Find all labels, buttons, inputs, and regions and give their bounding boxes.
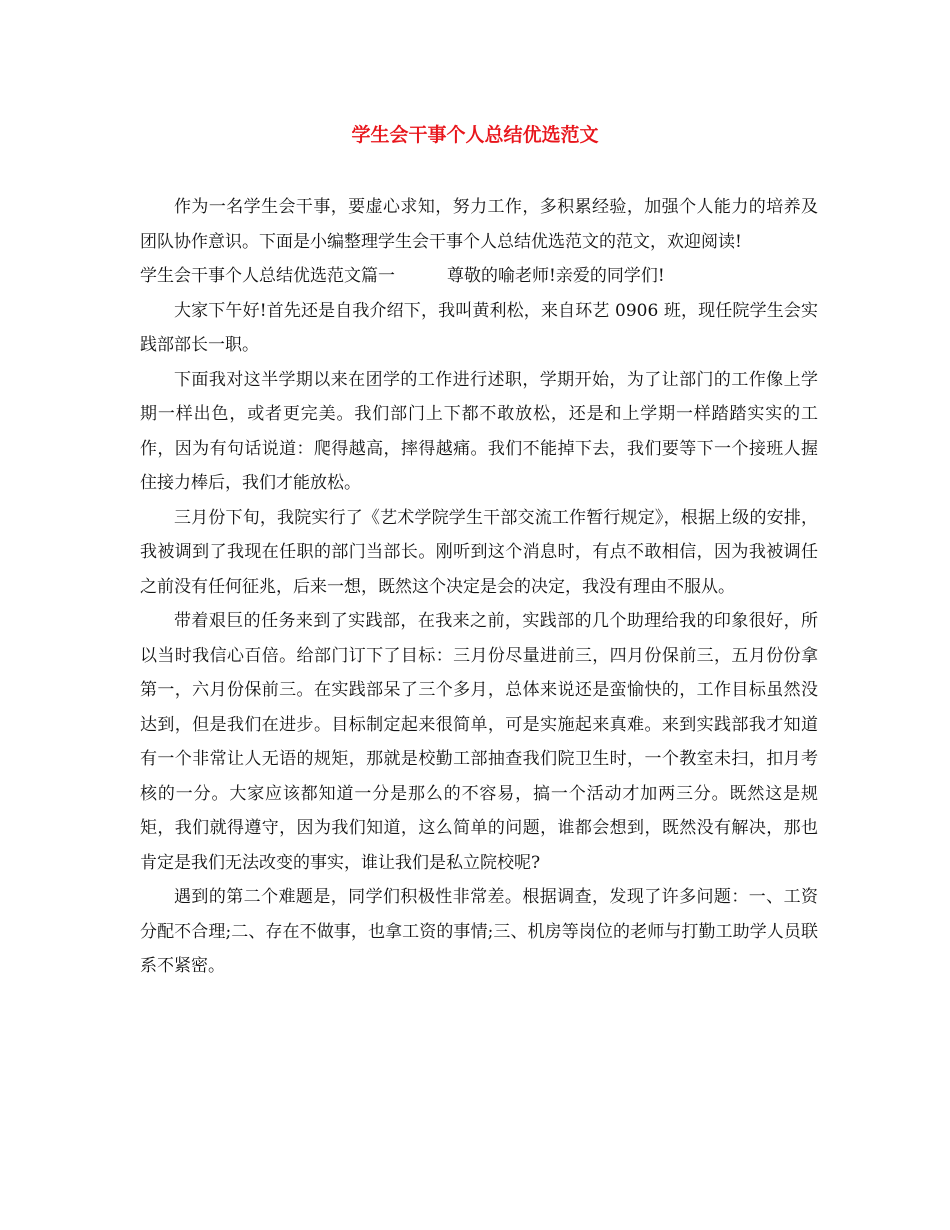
paragraph-report: 下面我对这半学期以来在团学的工作进行述职，学期开始，为了让部门的工作像上学期一样出色，或者更完美。我们部门上下都不敢放松，还是和上学期一样踏踏实实的工作，因为有句话说道：爬得越高，摔得越痛。我们不能掉下去，我们要等下一个接班人握住接力棒后，我们才能放松。 <box>140 369 818 493</box>
section-heading-line <box>140 259 818 294</box>
paragraph-transfer: 三月份下旬，我院实行了《艺术学院学生干部交流工作暂行规定》，根据上级的安排，我被调到了我现在任职的部门当部长。刚听到这个消息时，有点不敢相信，因为我被调任之前没有任何征兆，后来一想，既然这个决定是会的决定，我没有理由不服从。 <box>140 507 818 597</box>
document-title: 学生会干事个人总结优选范文 <box>351 124 599 146</box>
greeting: 尊敬的喻老师!亲爱的同学们! <box>447 266 665 286</box>
paragraph-introduction: 大家下午好!首先还是自我介绍下，我叫黄利松，来自环艺 0906 班，现任院学生会实践部部长一职。 <box>140 300 818 355</box>
paragraph-practice-dept: 带着艰巨的任务来到了实践部，在我来之前，实践部的几个助理给我的印象很好，所以当时我信心百倍。给部门订下了目标：三月份尽量进前三，四月份保前三，五月份份拿第一，六月份保前三。在实践部呆了三个多月，总体来说还是蛮愉快的，工作目标虽然没达到，但是我们在进步。目标制定起来很简单，可是实施起来真难。来到实践部我才知道有一个非常让人无语的规矩，那就是校勤工部抽查我们院卫生时，一个教室未扫，扣月考核的一分。大家应该都知道一分是那么的不容易，搞一个活动才加两三分。既然这是规矩，我们就得遵守，因为我们知道，这么简单的问题，谁都会想到，既然没有解决，那也肯定是我们无法改变的事实，谁让我们是私立院校呢? <box>140 611 818 873</box>
paragraph-second-problem: 遇到的第二个难题是，同学们积极性非常差。根据调查，发现了许多问题：一、工资分配不合理;二、存在不做事，也拿工资的事情;三、机房等岗位的老师与打勤工助学人员联系不紧密。 <box>140 887 818 976</box>
document-body <box>140 190 818 984</box>
section-heading: 学生会干事个人总结优选范文篇一 <box>140 266 395 286</box>
intro-paragraph: 作为一名学生会干事，要虚心求知，努力工作，多积累经验，加强个人能力的培养及团队协作意识。下面是小编整理学生会干事个人总结优选范文的范文，欢迎阅读! <box>140 197 818 252</box>
